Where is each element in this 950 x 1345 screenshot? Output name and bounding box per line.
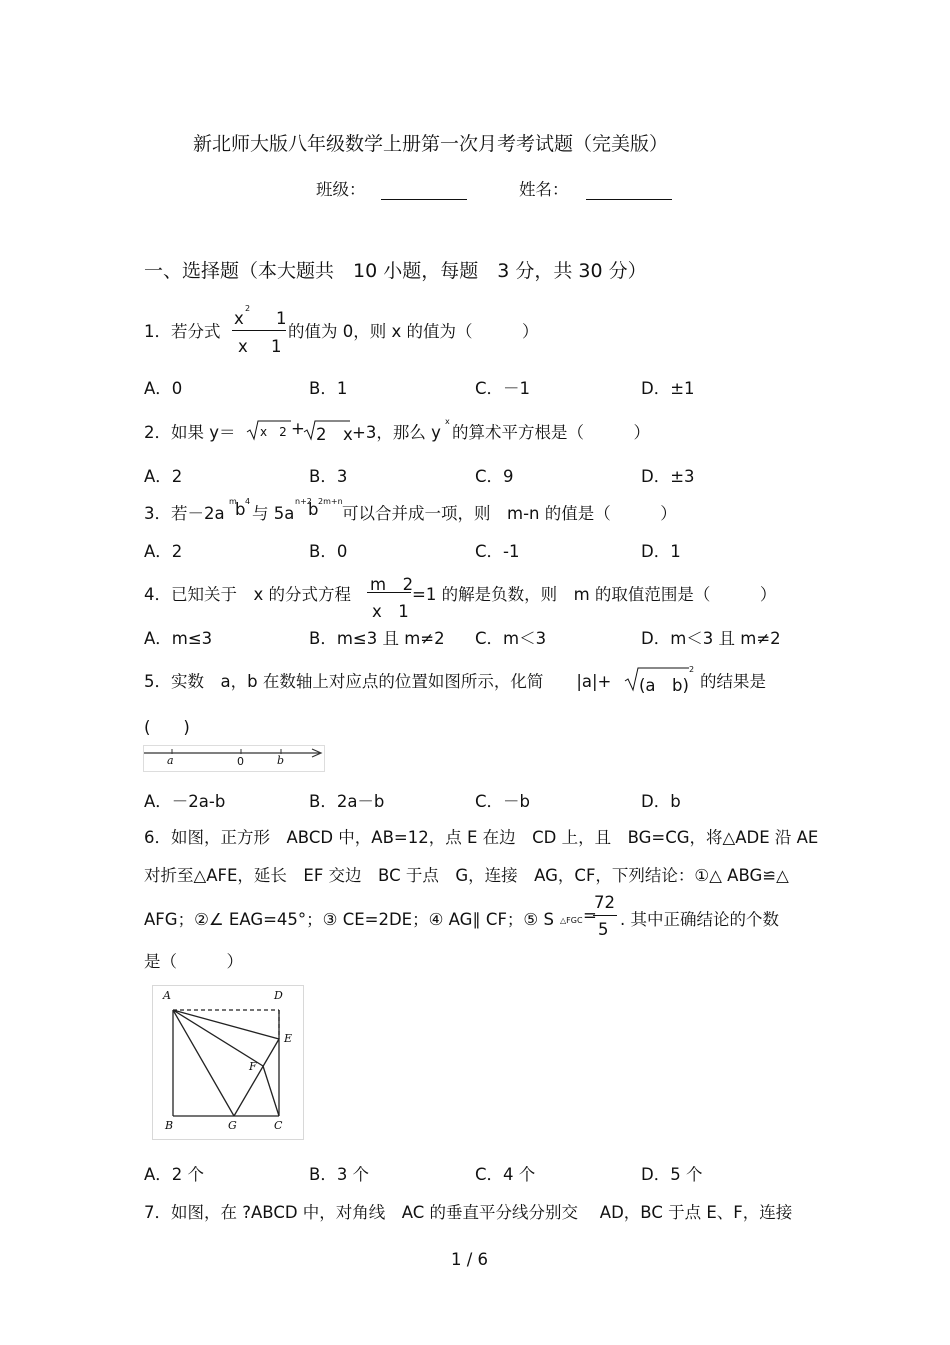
q6-frac-den: 5: [598, 920, 609, 939]
q6-option-d[interactable]: D．5 个: [641, 1165, 703, 1184]
q6-line-1: 6．如图，正方形 ABCD 中，AB=12，点 E 在边 CD 上，且 BG=CG，将△ADE 沿 AE: [144, 828, 819, 847]
name-blank: [586, 183, 672, 200]
q2-radicand-2: 2 x: [316, 425, 353, 444]
q6-geometry-drawing: [153, 986, 303, 1139]
q5-option-c[interactable]: C．－b: [475, 792, 530, 811]
q1-suffix: 的值为 0，则 x 的值为（ ）: [288, 322, 539, 341]
q4-option-d[interactable]: D．m＜3 且 m≠2: [641, 629, 781, 648]
q1-option-d[interactable]: D．±1: [641, 379, 695, 398]
q4-prefix: 4．已知关于 x 的分式方程: [144, 585, 352, 604]
name-field: [519, 176, 672, 200]
q1-num-a: x: [234, 309, 244, 328]
q5-exponent: 2: [689, 665, 695, 674]
point-label-b: B: [165, 1119, 174, 1132]
q3-option-d[interactable]: D．1: [641, 542, 681, 561]
q2-suffix: 的算术平方根是（ ）: [452, 423, 650, 442]
q3-option-b[interactable]: B．0: [309, 542, 348, 561]
axis-label-b: b: [277, 754, 285, 767]
page-number: 1 / 6: [451, 1250, 489, 1269]
q6-subscript: △FGC: [560, 916, 583, 925]
point-label-f: F: [249, 1060, 257, 1073]
q3-exp4: 2m+n: [318, 497, 343, 506]
q6-square-figure: [152, 985, 304, 1140]
point-label-a: A: [163, 989, 171, 1002]
q2-option-d[interactable]: D．±3: [641, 467, 695, 486]
q2-option-c[interactable]: C．9: [475, 467, 514, 486]
q5-option-b[interactable]: B．2a－b: [309, 792, 385, 811]
q4-option-b[interactable]: B．m≤3 且 m≠2: [309, 629, 445, 648]
q2-option-a[interactable]: A．2: [144, 467, 183, 486]
q4-suffix: =1 的解是负数，则 m 的取值范围是（ ）: [412, 585, 777, 604]
q6-frac-num: 72: [594, 893, 615, 912]
q3-exp1: m: [229, 497, 237, 506]
q5-option-a[interactable]: A．－2a-b: [144, 792, 226, 811]
q3-part2: b: [235, 500, 246, 519]
q2-prefix: 2．如果 y＝: [144, 423, 236, 442]
q6-line-3a: AFG；②∠ EAG=45°；③ CE=2DE；④ AG∥ CF；⑤ S: [144, 910, 554, 929]
q3-option-c[interactable]: C．-1: [475, 542, 520, 561]
q1-fraction-bar: [232, 330, 286, 331]
q6-option-c[interactable]: C．4 个: [475, 1165, 536, 1184]
q5-radicand: (a b): [639, 676, 689, 695]
q2-plus: +: [291, 419, 305, 438]
q5-number-line-figure: [143, 745, 325, 772]
q6-equals: =: [583, 906, 597, 925]
q6-option-a[interactable]: A．2 个: [144, 1165, 205, 1184]
q6-line-3b: . 其中正确结论的个数: [620, 910, 779, 929]
page-title: 新北师大版八年级数学上册第一次月考考试题（完美版）: [193, 133, 669, 155]
q4-denominator: x 1: [372, 602, 409, 621]
q3-part3: 与 5a: [252, 504, 295, 523]
class-field: [316, 176, 467, 200]
q1-prefix: 1．若分式: [144, 322, 221, 341]
axis-label-a: a: [167, 754, 174, 767]
q2-exponent: x: [445, 417, 450, 426]
q5-prefix: 5．实数 a，b 在数轴上对应点的位置如图所示，化简 |a|+: [144, 672, 612, 691]
q6-fraction-bar: [593, 915, 617, 916]
q2-radicand-1: x 2: [260, 425, 287, 439]
q5-option-d[interactable]: D．b: [641, 792, 681, 811]
class-label: 班级：: [316, 180, 366, 199]
q1-option-a[interactable]: A．0: [144, 379, 183, 398]
name-label: 姓名：: [519, 180, 569, 199]
class-blank: [381, 183, 467, 200]
q2-after: +3，那么 y: [352, 423, 441, 442]
section-heading: 一、选择题（本大题共 10 小题，每题 3 分，共 30 分）: [144, 260, 647, 282]
q6-line-4: 是（ ）: [144, 952, 243, 971]
q1-den-a: x: [238, 337, 248, 356]
point-label-c: C: [274, 1119, 283, 1132]
q3-part1: 3．若－2a: [144, 504, 225, 523]
q4-option-c[interactable]: C．m＜3: [475, 629, 547, 648]
q3-part4: b: [308, 500, 319, 519]
axis-label-0: 0: [237, 755, 244, 768]
q4-fraction-bar: [367, 592, 411, 593]
point-label-g: G: [228, 1119, 237, 1132]
q4-numerator: m 2: [370, 575, 414, 594]
q1-num-b: 1: [276, 309, 287, 328]
q3-suffix: 可以合并成一项，则 m-n 的值是（ ）: [342, 504, 677, 523]
q3-option-a[interactable]: A．2: [144, 542, 183, 561]
q6-line-2: 对折至△AFE，延长 EF 交边 BC 于点 G，连接 AG，CF，下列结论：①△ ABG≌△: [144, 866, 789, 885]
q5-paren: ( ): [144, 718, 190, 737]
q1-option-b[interactable]: B．1: [309, 379, 348, 398]
q3-exp2: 4: [245, 497, 251, 506]
q7-line-1: 7．如图，在 ?ABCD 中，对角线 AC 的垂直平分线分别交 AD，BC 于点 E、F，连接: [144, 1203, 793, 1222]
q3-exp3: n+2: [295, 497, 312, 506]
q2-option-b[interactable]: B．3: [309, 467, 348, 486]
q1-num-exp: 2: [245, 304, 251, 313]
point-label-e: E: [284, 1032, 293, 1045]
q4-option-a[interactable]: A．m≤3: [144, 629, 213, 648]
q6-option-b[interactable]: B．3 个: [309, 1165, 370, 1184]
q1-den-b: 1: [271, 337, 282, 356]
q1-option-c[interactable]: C．－1: [475, 379, 531, 398]
point-label-d: D: [274, 989, 283, 1002]
q5-suffix: 的结果是: [700, 672, 766, 691]
